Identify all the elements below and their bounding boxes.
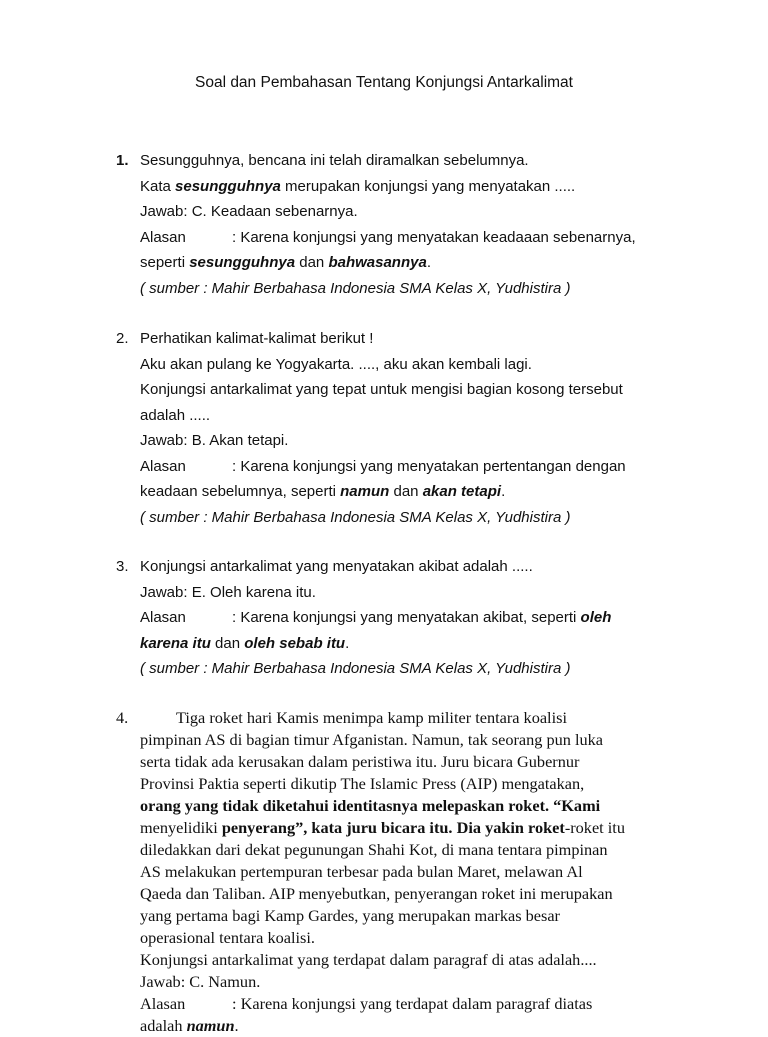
answer-label: Jawab xyxy=(140,203,184,220)
answer-label: Jawab xyxy=(140,432,184,449)
question-number: 3. xyxy=(116,558,129,575)
paragraph-line: diledakkan dari dekat pegunungan Shahi Kot, di mana tentara pimpinan xyxy=(140,840,608,859)
question-text: Aku akan pulang ke Yogyakarta. ...., aku akan kembali lagi. xyxy=(140,355,532,373)
reason-label: Alasan xyxy=(140,609,186,626)
question-text: Konjungsi antarkalimat yang menyatakan akibat adalah ..... xyxy=(140,558,533,575)
paragraph-line: Tiga roket hari Kamis menimpa kamp militer tentara koalisi xyxy=(176,708,567,727)
question-2 xyxy=(116,326,676,530)
keyword: namun xyxy=(340,483,390,500)
question-prompt: Kata sesungguhnya merupakan konjungsi yang menyatakan ..... xyxy=(140,177,576,195)
page-title: Soal dan Pembahasan Tentang Konjungsi Antarkalimat xyxy=(194,74,573,91)
paragraph-line: operasional tentara koalisi. xyxy=(140,928,315,947)
reason-label: Alasan xyxy=(140,994,186,1013)
reason-line xyxy=(140,454,676,480)
reason-text: : Karena konjungsi yang menyatakan akibat, seperti xyxy=(232,609,581,626)
question-text: Perhatikan kalimat-kalimat berikut ! xyxy=(140,330,374,347)
answer-line xyxy=(140,971,716,993)
reason-text: : Karena konjungsi yang terdapat dalam paragraf diatas xyxy=(232,994,593,1013)
reason-continuation: seperti sesungguhnya dan bahwasannya. xyxy=(140,254,431,271)
keyword: sesungguhnya xyxy=(189,254,296,271)
reason-continuation: adalah namun. xyxy=(140,1016,239,1035)
paragraph-line: Provinsi Paktia seperti dikutip The Islamic Press (AIP) mengatakan, xyxy=(140,774,585,793)
keyword: sesungguhnya xyxy=(175,177,281,195)
reason-text: : Karena konjungsi yang menyatakan keadaaan sebenarnya, xyxy=(232,228,636,246)
question-number: 1. xyxy=(116,152,129,169)
answer-label: Jawab xyxy=(140,583,184,601)
question-1 xyxy=(116,148,676,301)
answer-line xyxy=(140,580,676,606)
paragraph-line: pimpinan AS di bagian timur Afganistan. Namun, tak seorang pun luka xyxy=(140,730,604,749)
question-3 xyxy=(116,554,676,682)
keyword: oleh sebab itu xyxy=(244,634,346,652)
reason-line xyxy=(140,225,676,251)
question-4 xyxy=(116,707,716,1037)
paragraph-line: yang pertama bagi Kamp Gardes, yang merupakan markas besar xyxy=(140,906,560,925)
answer-text: : C. Keadaan sebenarnya. xyxy=(183,203,358,220)
reason-label: Alasan xyxy=(140,457,186,475)
paragraph-line: menyelidiki penyerang”, kata juru bicara itu. Dia yakin roket-roket itu xyxy=(140,818,625,837)
source-note: ( sumber : Mahir Berbahasa Indonesia SMA Kelas X, Yudhistira ) xyxy=(140,660,571,677)
paragraph-line: AS melakukan pertempuran terbesar pada bulan Maret, melawan Al xyxy=(140,862,583,881)
keyword: bahwasannya xyxy=(328,254,427,271)
question-number: 2. xyxy=(116,330,129,347)
question-prompt: Konjungsi antarkalimat yang terdapat dalam paragraf di atas adalah.... xyxy=(140,950,597,969)
answer-line xyxy=(140,199,676,225)
reason-text: : Karena konjungsi yang menyatakan pertentangan dengan xyxy=(232,457,626,475)
source-note: ( sumber : Mahir Berbahasa Indonesia SMA Kelas X, Yudhistira ) xyxy=(140,508,571,526)
answer-text: : C. Namun. xyxy=(180,972,261,991)
answer-label: Jawab xyxy=(140,972,181,991)
reason-continuation: keadaan sebelumnya, seperti namun dan akan tetapi. xyxy=(140,483,506,500)
question-text: Sesungguhnya, bencana ini telah diramalkan sebelumnya. xyxy=(140,152,529,169)
answer-line xyxy=(140,428,676,454)
answer-text: : E. Oleh karena itu. xyxy=(183,583,316,601)
reason-label: Alasan xyxy=(140,228,186,246)
paragraph-line: serta tidak ada kerusakan dalam peristiwa itu. Juru bicara Gubernur xyxy=(140,752,580,771)
question-number: 4. xyxy=(116,708,129,727)
source-note: ( sumber : Mahir Berbahasa Indonesia SMA Kelas X, Yudhistira ) xyxy=(140,279,571,297)
keyword: namun xyxy=(186,1016,235,1035)
reason-line xyxy=(140,605,676,631)
paragraph-line: orang yang tidak diketahui identitasnya melepaskan roket. “Kami xyxy=(140,796,601,815)
reason-continuation: karena itu dan oleh sebab itu. xyxy=(140,634,350,652)
question-prompt: Konjungsi antarkalimat yang tepat untuk mengisi bagian kosong tersebut xyxy=(140,381,623,398)
keyword: karena itu xyxy=(140,634,211,652)
question-prompt: adalah ..... xyxy=(140,406,211,424)
paragraph-line: Qaeda dan Taliban. AIP menyebutkan, penyerangan roket ini merupakan xyxy=(140,884,613,903)
reason-line xyxy=(140,993,716,1015)
keyword: akan tetapi xyxy=(422,483,502,500)
answer-text: : B. Akan tetapi. xyxy=(183,432,289,449)
keyword: oleh xyxy=(580,609,612,626)
